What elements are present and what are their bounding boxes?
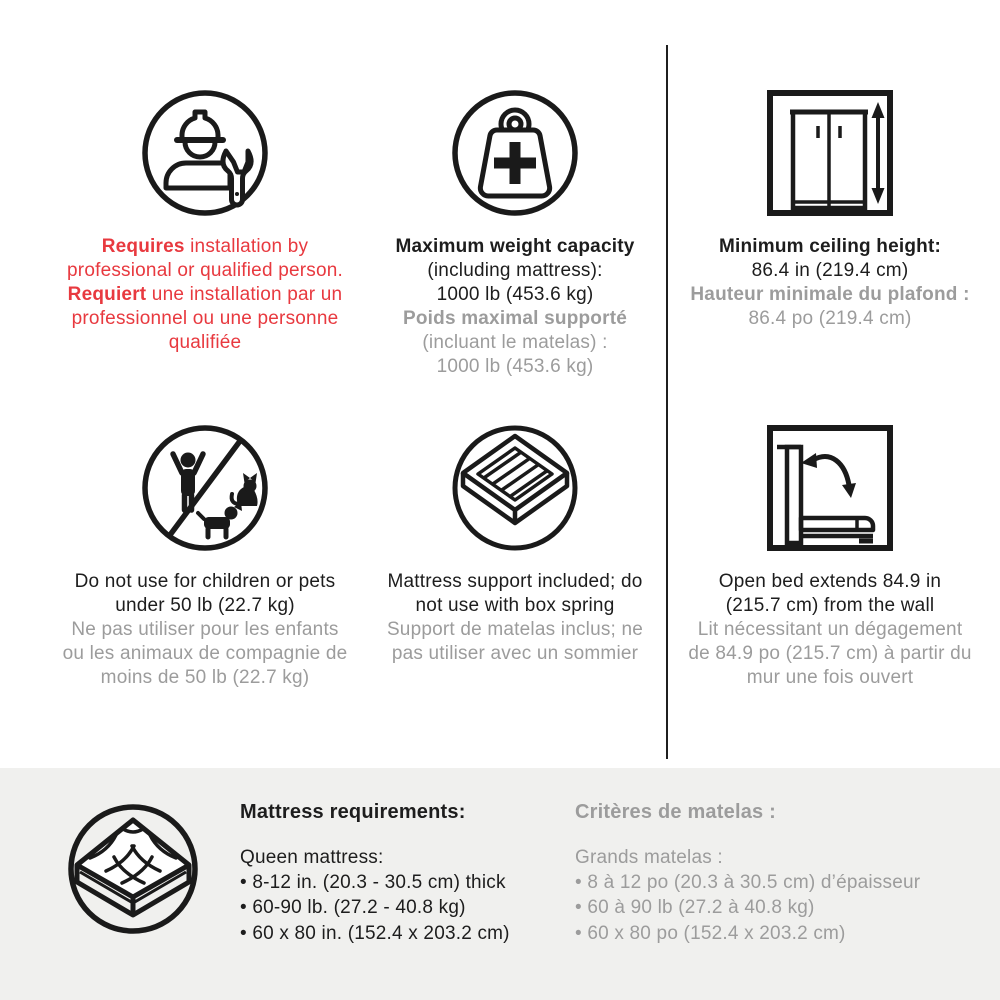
installation-text-fr-line2: professionnel ou une personne [71,308,339,329]
mattress-requirements-footer [0,768,1000,1000]
vertical-divider [666,45,668,759]
installation-text-en-line2: professional or qualified person. [67,260,343,281]
open-bed-text-fr-line2: de 84.9 po (215.7 cm) à partir du [688,643,972,664]
mattress-support-icon-svg [450,423,580,553]
no-children-pets-icon [40,423,370,553]
ceiling-height-icon-svg [767,90,893,216]
ceiling-height-block [680,88,980,331]
no-children-pets-icon-svg [140,423,270,553]
no-children-pets-block [40,423,370,690]
footer-bullet-en: • 60-90 lb. (27.2 - 40.8 kg) [240,895,570,920]
children-pets-text-en-line1: Do not use for children or pets [74,571,336,592]
installation-text-fr-line1: Requiert une installation par un [67,284,343,305]
installation-block [40,88,370,355]
open-bed-text-en-line1: Open bed extends 84.9 in [718,571,942,592]
ceiling-text-en-line2: 86.4 in (219.4 cm) [751,260,909,281]
children-pets-text-fr-line2: ou les animaux de compagnie de [62,643,348,664]
footer-bullet-fr: • 8 à 12 po (20.3 à 30.5 cm) d’épaisseur [575,870,975,895]
installer-worker-icon-svg [140,88,270,218]
mattress-icon-svg [66,802,200,936]
installation-text-fr-line3: qualifiée [168,332,242,353]
weight-title-en: Maximum weight capacity [395,236,635,257]
children-pets-text-fr-line3: moins de 50 lb (22.7 kg) [100,667,310,688]
open-bed-block [680,423,980,690]
installer-worker-icon [40,88,370,218]
mattress-support-block [375,423,655,666]
footer-bullet-en: • 60 x 80 in. (152.4 x 203.2 cm) [240,921,570,946]
footer-list-fr [575,870,975,946]
open-bed-icon-svg [767,425,893,551]
open-bed-text-en-line2: (215.7 cm) from the wall [725,595,935,616]
ceiling-text-fr-line2: 86.4 po (219.4 cm) [748,308,912,329]
mattress-icon [66,802,200,936]
ceiling-title-en: Minimum ceiling height: [718,236,942,257]
mattress-requirements-en [240,800,570,946]
footer-subtitle-fr: Grands matelas : [575,847,723,868]
children-pets-text-en-line2: under 50 lb (22.7 kg) [115,595,295,616]
weight-text-fr-line2: (incluant le matelas) : [422,332,608,353]
support-text-en-line2: not use with box spring [415,595,615,616]
footer-list-en [240,870,570,946]
installation-text-en-line1: Requires installation by [101,236,309,257]
footer-title-en: Mattress requirements: [240,801,466,823]
support-text-en-line1: Mattress support included; do [387,571,643,592]
open-bed-icon [680,423,980,553]
ceiling-height-icon [680,88,980,218]
max-weight-block [375,88,655,379]
support-text-fr-line1: Support de matelas inclus; ne [386,619,644,640]
footer-bullet-fr: • 60 à 90 lb (27.2 à 40.8 kg) [575,895,975,920]
mattress-support-icon [375,423,655,553]
max-weight-icon-svg [450,88,580,218]
children-pets-text-fr-line1: Ne pas utiliser pour les enfants [71,619,339,640]
max-weight-icon [375,88,655,218]
mattress-requirements-fr [575,800,975,946]
ceiling-title-fr: Hauteur minimale du plafond : [690,284,970,305]
footer-title-fr: Critères de matelas : [575,801,776,823]
footer-bullet-fr: • 60 x 80 po (152.4 x 203.2 cm) [575,921,975,946]
open-bed-text-fr-line1: Lit nécessitant un dégagement [697,619,963,640]
weight-text-en-line3: 1000 lb (453.6 kg) [436,284,594,305]
open-bed-text-fr-line3: mur une fois ouvert [746,667,914,688]
footer-bullet-en: • 8-12 in. (20.3 - 30.5 cm) thick [240,870,570,895]
support-text-fr-line2: pas utiliser avec un sommier [391,643,639,664]
footer-subtitle-en: Queen mattress: [240,847,384,868]
weight-text-en-line2: (including mattress): [427,260,603,281]
weight-text-fr-line3: 1000 lb (453.6 kg) [436,356,594,377]
weight-title-fr: Poids maximal supporté [402,308,627,329]
